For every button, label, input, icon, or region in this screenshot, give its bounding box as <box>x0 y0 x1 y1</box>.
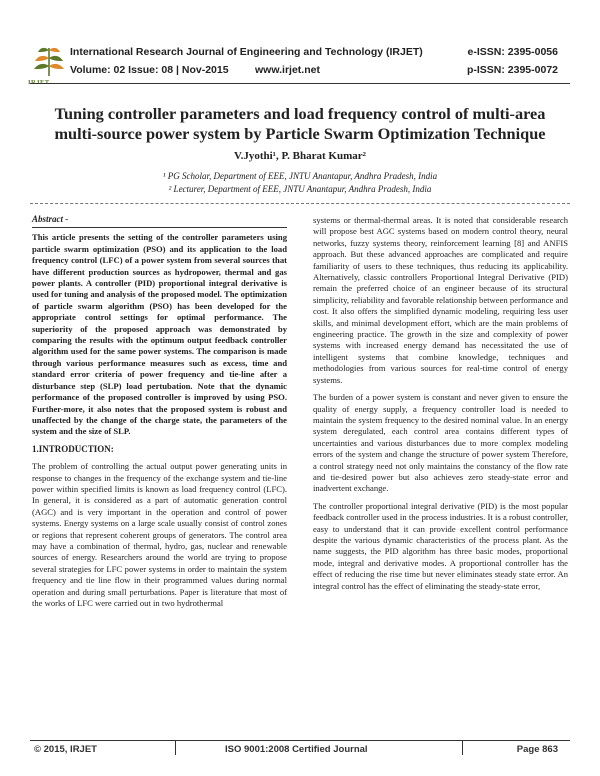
section-heading-introduction: 1.INTRODUCTION: <box>32 443 114 454</box>
footer-rule <box>30 740 570 741</box>
volume-issue: Volume: 02 Issue: 08 | Nov-2015 <box>70 64 229 76</box>
title-line-1: Tuning controller parameters and load frequency control of multi-area <box>54 104 546 123</box>
footer-divider <box>462 741 463 755</box>
p-issn: p-ISSN: 2395-0072 <box>466 64 558 76</box>
affiliation-2: ² Lecturer, Department of EEE, JNTU Anantapur, Andhra Pradesh, India <box>168 184 432 194</box>
left-column <box>32 214 287 615</box>
abstract-heading: Abstract - <box>32 214 69 224</box>
e-issn: e-ISSN: 2395-0056 <box>467 46 558 58</box>
authors: V.Jyothi¹, P. Bharat Kumar² <box>234 150 366 162</box>
irjet-logo-icon <box>30 42 68 78</box>
header-rule <box>30 83 570 84</box>
paper-title <box>20 104 580 144</box>
intro-paragraph-3: The burden of a power system is constant and never given to ensure the quality of energy supply, a frequency controller load is needed to maintain the system frequency to the desired nominal value. In an energy system deregulated, each control area contains different types of uncertainties and various disturbances due to more complex modeling errors of the system and change the structure of power system Therefore, a control strategy need not only maintains the constancy of the flow rate and tie-desired power but also achieves zero steady-state error and inadvertent exchange. <box>313 392 568 494</box>
journal-name: International Research Journal of Engineering and Technology (IRJET) <box>70 46 423 58</box>
separator-dashed <box>30 203 570 204</box>
footer-certification: ISO 9001:2008 Certified Journal <box>225 744 368 755</box>
footer-divider <box>175 741 176 755</box>
intro-paragraph-4: The controller proportional integral derivative (PID) is the most popular feedback controller used in the process industries. It is a robust controller, easy to understand that it can provide excellent control performance despite the various dynamic characteristics of the process plant. As the name suggests, the PID algorithm has three basic modes, proportional mode, integral and derivative modes. A proportional controller has the effect of reducing the rise time but never eliminates steady state error. An integral control has the effect of eliminating the steady-state error, <box>313 500 568 591</box>
right-column <box>313 215 568 598</box>
intro-paragraph-2: systems or thermal-thermal areas. It is noted that considerable research will propose best AGC systems based on modern control theory, neural networks, fuzzy systems theory, reinforcement learning [8] and ANFIS approach. But these advanced approaches are complicated and require familiarity of users to these techniques, thus reducing its applicability. Alternatively, classic controllers Proportional Integral Derivative (PID) remain the preferred choice of an engineer because of its structural simplicity, reliability and favorable relationship between performance and cost. It also offers the simplified dynamic modeling, requiring less user skills, and minimal development effort, which are the main problems of engineering practice. The growth in the size and complexity of power systems with increased energy demand has necessitated the use of intelligent systems that combine knowledge, techniques and methodologies from various sources for real-time control of energy systems. <box>313 215 568 385</box>
abstract-text: This article presents the setting of the controller parameters using particle swarm optimization (PSO) and its application to the load frequency control (LFC) of a power system from several sources that have different production sources as hydropower, thermal and gas power plants. A controller (PID) proportional integral derivative is used for tuning and analysis of the proposed model. The optimization of particle swarm algorithm (PSO) has been developed for the appropriate control settings for optimal performance. The superiority of the proposed approach was demonstrated by comparing the results with the optimum output feedback controller algorithm used for the same power systems. The comparison is made through various performance measures such as excess, time and standard error criteria of power frequency and tie-line after a disturbance step (SLP) load pertubation. Note that the dynamic performance of the proposed controller is improved by using PSO. Further-more, it also notes that the proposed system is robust and unaffected by the change of the charge state, the parameters of the system and the size of SLP. <box>32 232 287 437</box>
website-link[interactable]: www.irjet.net <box>255 64 320 76</box>
intro-paragraph-1: The problem of controlling the actual output power generating units in response to changes in the frequency of the exchange system and tie-line power within specified limits is known as load frequency control (LFC). In general, it is considered as a part of automatic generation control (AGC) and is very important in the operation and control of power systems. Energy systems on a large scale usually consist of control zones or regions that represent coherent groups of generators. The control area may have a combination of thermal, hydro, gas, nuclear and renewable sources of energy. Researchers around the world are trying to propose several strategies for LFC power systems in order to maintain the system frequency and tie line flow in their programmed values during normal operation and during small perturbations. Paper is literature that most of the works of LFC were carried out in two hydrothermal <box>32 461 287 608</box>
page-number: Page 863 <box>516 744 558 755</box>
affiliation-1: ¹ PG Scholar, Department of EEE, JNTU Anantapur, Andhra Pradesh, India <box>162 171 438 181</box>
abstract-rule <box>32 227 287 228</box>
title-line-2: multi-source power system by Particle Swarm Optimization Technique <box>54 124 546 143</box>
footer-copyright: © 2015, IRJET <box>34 744 97 755</box>
logo-text: IRJET <box>28 79 50 86</box>
